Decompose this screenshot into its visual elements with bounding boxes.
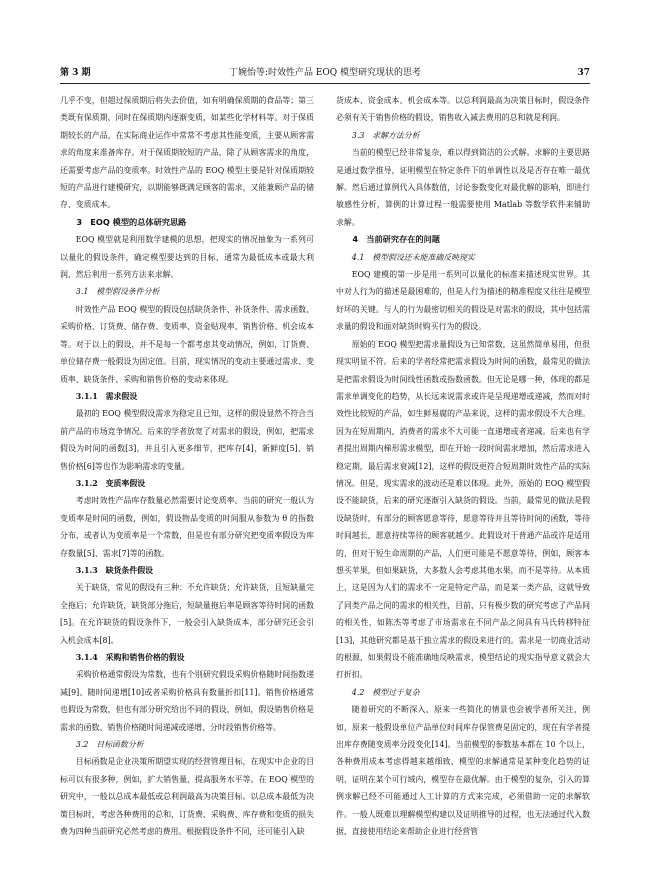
header-rule bbox=[60, 83, 590, 84]
subsection-heading: 3.1 模型假设条件分析 bbox=[75, 287, 160, 297]
subsection-heading: 4.2 模型过于复杂 bbox=[351, 687, 420, 697]
paragraph: EOQ 模型就是利用数学建模的思想，把现实的情况抽象为一系列可以量化的假设条件，确定模型要达到的目标，通常为最低成本或最大利润，然后利用一系列方法来求解。 bbox=[60, 235, 314, 280]
subsection-heading: 3.2 目标函数分析 bbox=[75, 740, 144, 750]
paragraph: 原始的 EOQ 模型把需求量假设为已知常数，这虽然简单易用，但很现实明显不符。后来的学者经常把需求假设为时间的函数，最常见的做法是把需求假设为时间线性函数或指数函数。但无论是哪一种，体现的都是需求单调变化的趋势，从长远来说需求或许是呈现递增或递减，然而对时效性比较短的产品，如生鲜易腐的产品来说，这样的需求假设不大合理。因为在短周期内，消费者的需求不大可能一直递增或者递减。后来也有学者提出周期内梯形需求模型，即在开始一段时间需求增加，然后需求进入稳定期，最后需求衰减[12]，这样的假设更符合短周期时效性产品的实际情况。但是，现实需求的波动还是难以体现。此外，原始的 EOQ 模型假设不能缺货，后来的研究逐渐引入缺货的假设。当前，最常见的做法是假设缺货时，有部分的顾客愿意等待，愿意等待并且等待时间的函数，等待时间越长，愿意持续等待的顾客就越少。此假设对于普通产品或许是适用的，但对于短生命周期的产品，人们更可能是不愿意等待，例如，顾客本想买苹果，但如果缺货，大多数人会考虑其他水果，而不是等待。从本质上，这是因为人们的需求不一定是特定产品，而是某一类产品，这就导致了同类产品之间的需求的相关性，目前，只有极少数的研究考虑了产品间的相关性，如陈杰等考虑了市场需求在不同产品之间具有马氏转移特征[13]，其他研究都是基于独立需求的假设来进行的。需求是一切商业活动的根源，如果假设不能准确地反映需求，模型结论的现实指导意义就会大打折扣。 bbox=[336, 339, 590, 680]
paragraph: 随着研究的不断深入，原来一些简化的情景也会被学者所关注，例如，原来一般假设单位产品单位时间库存保管费是固定的，现在有学者提出库存费随变质率分段变化[14]。当前模型的参数基本都在 10 个以上，各种费用成本考虑得越来越细致，模型的求解通常是某种变化趋势的证明，证明在某个可行域内，模型存在最优解。由于模型的复杂，引入的算例求解已经不可能通过人工计算的方式来完成，必须借助一定的求解软件。一般人既难以理解模型构建以及证明推导的过程，也无法通过代入数据，直接使用结论来帮助企业进行经营管 bbox=[336, 705, 590, 837]
left-column bbox=[60, 92, 314, 840]
paragraph: 关于缺货，常见的假设有三种：不允许缺货；允许缺货，且短缺量完全拖后；允许缺货，缺货部分拖后，短缺量拖后率是顾客等待时间的函数[5]。在允许缺货的假设条件下，一般会引入缺货成本，部分研究还会引入机会成本[8]。 bbox=[60, 583, 314, 645]
subsubsection-heading: 3.1.4 采购和销售价格的假设 bbox=[75, 653, 185, 662]
subsubsection-heading: 3.1.1 需求假设 bbox=[75, 391, 138, 401]
paragraph: EOQ 建模的第一步是用一系列可以量化的标准来描述现实世界。其中对人行为的描述是最困难的，但是人行为描述的精准程度又往往是模型好坏的关键。与人的行为最密切相关的假设是对需求的假设，其中包括需求量的假设和面对缺货时购买行为的假设。 bbox=[336, 270, 590, 332]
section-heading: 3 EOQ 模型的总体研究思路 bbox=[76, 216, 187, 227]
paragraph: 当前的模型已经非常复杂，难以得到简洁的公式解。求解的主要思路是通过数学推导，证明模型在特定条件下的单调性以及是否存在唯一最优解。然后通过算例代入具体数值，讨论参数变化对最优解的影响，即进行敏感性分析，算例的计算过程一般需要使用 Matlab 等数学软件来辅助求解。 bbox=[336, 148, 590, 227]
subsection-heading: 3.3 求解方法分析 bbox=[351, 130, 420, 140]
subsection-heading: 4.1 模型假设还未能准确反映现实 bbox=[351, 252, 475, 262]
page-number: 37 bbox=[577, 68, 590, 78]
paragraph: 最初的 EOQ 模型假设需求为稳定且已知，这样的假设显然不符合当前产品的市场竞争情况。后来的学者放宽了对需求的假设，例如，把需求假设为时间的函数[3]，并且引入更多细节，把库存[4]、新鲜度[5]、销售价格[6]等也作为影响需求的变量。 bbox=[60, 409, 314, 471]
paragraph: 时效性产品 EOQ 模型的假设包括缺货条件、补货条件、需求函数、采购价格、订货费、储存费、变质率、资金贴现率、销售价格、机会成本等。对于以上的假设，并不是每一个都考虑其变动情况，例如，订货费、单位储存费一般假设为固定值。目前，现实情况的变动主要通过需求、变质率、缺货条件、采购和销售价格的变动来体现。 bbox=[60, 304, 314, 384]
subsubsection-heading: 3.1.2 变质率假设 bbox=[75, 478, 146, 488]
paragraph: 考虑时效性产品库存数量必然需要讨论变质率。当前的研究一般认为变质率是时间的函数，例如，假设物品变质的时间服从参数为 θ 的指数分布，或者认为变质率是一个常数，但是也有部分研究把变质率假设为库存数量[5]、需求[7]等的函数。 bbox=[60, 496, 314, 558]
issue-number: 第 3 期 bbox=[60, 68, 91, 78]
paragraph: 采购价格通常假设为常数，也有个别研究假设采购价格随时间指数递减[9]、随时间递增[10]或者采购价格具有数量折扣[11]。销售价格通常也假设为常数，但也有部分研究给出不同的假设，例如，假设销售价格是需求的函数、销售价格随时间递减或递增、分时段销售价格等。 bbox=[60, 670, 314, 732]
running-title: 丁婉怡等:时效性产品 EOQ 模型研究现状的思考 bbox=[228, 68, 422, 78]
subsubsection-heading: 3.1.3 缺货条件假设 bbox=[75, 565, 153, 575]
paragraph: 目标函数是企业决策所期望实现的经营管理目标，在现实中企业的目标可以有很多种，例如，扩大销售量、提高服务水平等。在 EOQ 模型的研究中，一般以总成本最低或总利润最高为决策目标。以总成本最低为决策目标时，考虑各种费用的总和，订货费、采购费、库存费和变质的损失费为四种当前研究必然考虑的费用。根据假设条件不同，还可能引入缺 bbox=[60, 757, 314, 837]
paragraph: 货成本、资金成本、机会成本等。以总利润最高为决策目标时，假设条件必须有关于销售价格的假设，销售收入减去费用的总和就是利润。 bbox=[336, 96, 590, 123]
right-column bbox=[336, 92, 590, 840]
paragraph: 几乎不变，但超过保质期后将失去价值，如有明确保质期的食品等；第三类既有保质期，同时在保质期内逐渐变质，如某些化学材料等。对于保质期较长的产品，在实际商业运作中常常不考虑其性能变质，主要从顾客需求的角度来准备库存。对于保质期较短的产品，除了从顾客需求的角度，还需要考虑产品的变质率。时效性产品的 EOQ 模型主要是针对保质期较短的产品进行建模研究，以期能够既满足顾客的需求，又能兼顾产品的储存、变质成本。 bbox=[60, 96, 314, 210]
section-heading: 4 当前研究存在的问题 bbox=[352, 234, 440, 245]
